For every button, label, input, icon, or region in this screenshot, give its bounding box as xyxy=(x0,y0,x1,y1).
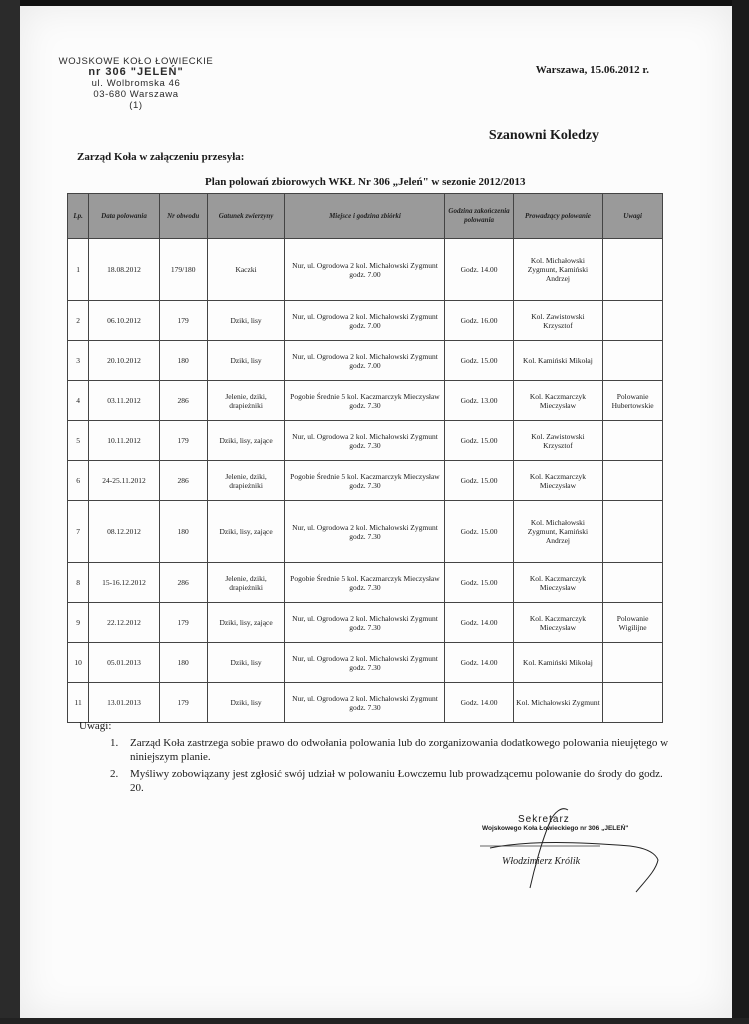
row-date: 08.12.2012 xyxy=(89,501,159,563)
row-end-time: Godz. 14.00 xyxy=(445,683,513,723)
stamp-line-1: WOJSKOWE KOŁO ŁOWIECKIE xyxy=(58,56,214,67)
row-lp: 7 xyxy=(68,501,89,563)
signature-organization: Wojskowego Koła Łowieckiego nr 306 „JELEŃ" xyxy=(482,825,629,832)
row-end-time: Godz. 14.00 xyxy=(445,603,513,643)
row-end-time: Godz. 14.00 xyxy=(445,643,513,683)
greeting: Szanowni Koledzy xyxy=(488,128,599,143)
row-date: 03.11.2012 xyxy=(89,381,159,421)
signature-name: Włodzimierz Królik xyxy=(502,856,581,867)
row-date: 13.01.2013 xyxy=(89,683,159,723)
row-leader: Kol. Michałowski Zygmunt, Kamiński Andrzej xyxy=(513,501,603,563)
row-meeting-place: Nur, ul. Ogrodowa 2 kol. Michałowski Zygmunt godz. 7.00 xyxy=(285,301,445,341)
row-notes xyxy=(603,643,663,683)
scan-left-edge xyxy=(0,0,20,1024)
row-species: Dziki, lisy, zające xyxy=(207,501,285,563)
row-district: 180 xyxy=(159,643,207,683)
row-district: 179 xyxy=(159,421,207,461)
table-header-row xyxy=(68,194,663,239)
note-item xyxy=(110,736,670,764)
table-row xyxy=(68,563,663,603)
row-district: 286 xyxy=(159,563,207,603)
row-district: 180 xyxy=(159,341,207,381)
row-end-time: Godz. 15.00 xyxy=(445,341,513,381)
row-species: Dziki, lisy xyxy=(207,341,285,381)
plan-title: Plan polowań zbiorowych WKŁ Nr 306 „Jeleń" w sezonie 2012/2013 xyxy=(205,176,526,188)
row-meeting-place: Pogobie Średnie 5 kol. Kaczmarczyk Mieczysław godz. 7.30 xyxy=(285,381,445,421)
row-species: Dziki, lisy, zające xyxy=(207,603,285,643)
row-notes xyxy=(603,683,663,723)
notes-list xyxy=(110,736,670,798)
row-end-time: Godz. 14.00 xyxy=(445,239,513,301)
row-leader: Kol. Zawistowski Krzysztof xyxy=(513,301,603,341)
row-lp: 6 xyxy=(68,461,89,501)
row-notes xyxy=(603,301,663,341)
row-notes xyxy=(603,563,663,603)
signature-scribble xyxy=(470,800,670,900)
row-district: 179 xyxy=(159,683,207,723)
row-meeting-place: Nur, ul. Ogrodowa 2 kol. Michałowski Zygmunt godz. 7.30 xyxy=(285,421,445,461)
row-date: 05.01.2013 xyxy=(89,643,159,683)
table-row xyxy=(68,461,663,501)
row-district: 180 xyxy=(159,501,207,563)
row-lp: 4 xyxy=(68,381,89,421)
row-meeting-place: Pogobie Średnie 5 kol. Kaczmarczyk Mieczysław godz. 7.30 xyxy=(285,563,445,603)
row-lp: 9 xyxy=(68,603,89,643)
signature-role: Sekretarz xyxy=(518,814,570,825)
document-date: Warszawa, 15.06.2012 r. xyxy=(535,64,649,76)
row-leader: Kol. Kaczmarczyk Mieczysław xyxy=(513,603,603,643)
intro-line: Zarząd Koła w załączeniu przesyła: xyxy=(77,151,245,163)
stamp-line-5: (1) xyxy=(129,100,143,111)
note-number: 1. xyxy=(110,737,119,749)
table-row xyxy=(68,643,663,683)
header-meeting-place: Miejsce i godzina zbiórki xyxy=(285,194,445,239)
row-species: Jelenie, dziki, drapieżniki xyxy=(207,563,285,603)
header-leader: Prowadzący polowanie xyxy=(513,194,603,239)
row-leader: Kol. Michałowski Zygmunt xyxy=(513,683,603,723)
note-text: Myśliwy zobowiązany jest zgłosić swój udział w polowaniu Łowczemu lub prowadzącemu polowanie do środy do godz. 20. xyxy=(130,768,663,794)
signature-stamp xyxy=(470,800,670,900)
row-district: 286 xyxy=(159,461,207,501)
row-notes: Polowanie Hubertowskie xyxy=(603,381,663,421)
row-leader: Kol. Kaczmarczyk Mieczysław xyxy=(513,461,603,501)
row-species: Dziki, lisy xyxy=(207,683,285,723)
note-number: 2. xyxy=(110,768,119,780)
row-lp: 10 xyxy=(68,643,89,683)
table-row xyxy=(68,603,663,643)
table-row xyxy=(68,301,663,341)
hunt-schedule-table xyxy=(67,193,663,723)
row-notes xyxy=(603,421,663,461)
row-end-time: Godz. 15.00 xyxy=(445,461,513,501)
row-leader: Kol. Kamiński Mikołaj xyxy=(513,341,603,381)
row-species: Jelenie, dziki, drapieżniki xyxy=(207,381,285,421)
table-row xyxy=(68,239,663,301)
row-meeting-place: Nur, ul. Ogrodowa 2 kol. Michałowski Zygmunt godz. 7.30 xyxy=(285,643,445,683)
row-district: 286 xyxy=(159,381,207,421)
row-species: Dziki, lisy, zające xyxy=(207,421,285,461)
row-leader: Kol. Kaczmarczyk Mieczysław xyxy=(513,563,603,603)
row-leader: Kol. Kamiński Mikołaj xyxy=(513,643,603,683)
row-district: 179/180 xyxy=(159,239,207,301)
scan-right-edge xyxy=(732,0,749,1024)
row-meeting-place: Nur, ul. Ogrodowa 2 kol. Michałowski Zygmunt godz. 7.30 xyxy=(285,501,445,563)
row-end-time: Godz. 15.00 xyxy=(445,563,513,603)
club-stamp xyxy=(46,56,226,111)
row-lp: 2 xyxy=(68,301,89,341)
row-lp: 8 xyxy=(68,563,89,603)
row-leader: Kol. Zawistowski Krzysztof xyxy=(513,421,603,461)
row-leader: Kol. Kaczmarczyk Mieczysław xyxy=(513,381,603,421)
row-lp: 3 xyxy=(68,341,89,381)
row-meeting-place: Nur, ul. Ogrodowa 2 kol. Michałowski Zygmunt godz. 7.30 xyxy=(285,603,445,643)
row-notes xyxy=(603,239,663,301)
note-item xyxy=(110,767,670,795)
row-species: Jelenie, dziki, drapieżniki xyxy=(207,461,285,501)
table-row xyxy=(68,501,663,563)
row-district: 179 xyxy=(159,603,207,643)
stamp-line-2: nr 306 "JELEŃ" xyxy=(88,66,184,78)
notes-title: Uwagi: xyxy=(79,720,112,732)
row-lp: 5 xyxy=(68,421,89,461)
row-meeting-place: Nur, ul. Ogrodowa 2 kol. Michałowski Zygmunt godz. 7.00 xyxy=(285,239,445,301)
row-lp: 11 xyxy=(68,683,89,723)
header-end-time: Godzina zakończenia polowania xyxy=(445,194,513,239)
row-species: Dziki, lisy xyxy=(207,643,285,683)
row-notes xyxy=(603,461,663,501)
row-end-time: Godz. 15.00 xyxy=(445,501,513,563)
header-district: Nr obwodu xyxy=(159,194,207,239)
note-text: Zarząd Koła zastrzega sobie prawo do odwołania polowania lub do zorganizowania dodatkowego polowania nieujętego w niniejszym planie. xyxy=(130,737,669,763)
row-notes: Polowanie Wigilijne xyxy=(603,603,663,643)
table-row xyxy=(68,341,663,381)
row-species: Dziki, lisy xyxy=(207,301,285,341)
table-row xyxy=(68,683,663,723)
stamp-line-4: 03-680 Warszawa xyxy=(93,89,179,100)
header-lp: Lp. xyxy=(68,194,89,239)
header-notes: Uwagi xyxy=(603,194,663,239)
table-row xyxy=(68,381,663,421)
scan-bottom-edge xyxy=(0,1018,749,1024)
row-meeting-place: Pogobie Średnie 5 kol. Kaczmarczyk Mieczysław godz. 7.30 xyxy=(285,461,445,501)
row-meeting-place: Nur, ul. Ogrodowa 2 kol. Michałowski Zygmunt godz. 7.30 xyxy=(285,683,445,723)
row-date: 18.08.2012 xyxy=(89,239,159,301)
row-date: 06.10.2012 xyxy=(89,301,159,341)
row-end-time: Godz. 13.00 xyxy=(445,381,513,421)
row-date: 15-16.12.2012 xyxy=(89,563,159,603)
table-row xyxy=(68,421,663,461)
header-date: Data polowania xyxy=(89,194,159,239)
row-date: 24-25.11.2012 xyxy=(89,461,159,501)
row-end-time: Godz. 15.00 xyxy=(445,421,513,461)
row-lp: 1 xyxy=(68,239,89,301)
row-species: Kaczki xyxy=(207,239,285,301)
stamp-line-3: ul. Wolbromska 46 xyxy=(91,78,181,89)
row-date: 20.10.2012 xyxy=(89,341,159,381)
row-notes xyxy=(603,501,663,563)
row-notes xyxy=(603,341,663,381)
row-district: 179 xyxy=(159,301,207,341)
row-meeting-place: Nur, ul. Ogrodowa 2 kol. Michałowski Zygmunt godz. 7.00 xyxy=(285,341,445,381)
row-end-time: Godz. 16.00 xyxy=(445,301,513,341)
row-date: 22.12.2012 xyxy=(89,603,159,643)
row-date: 10.11.2012 xyxy=(89,421,159,461)
header-species: Gatunek zwierzyny xyxy=(207,194,285,239)
row-leader: Kol. Michałowski Zygmunt, Kamiński Andrzej xyxy=(513,239,603,301)
